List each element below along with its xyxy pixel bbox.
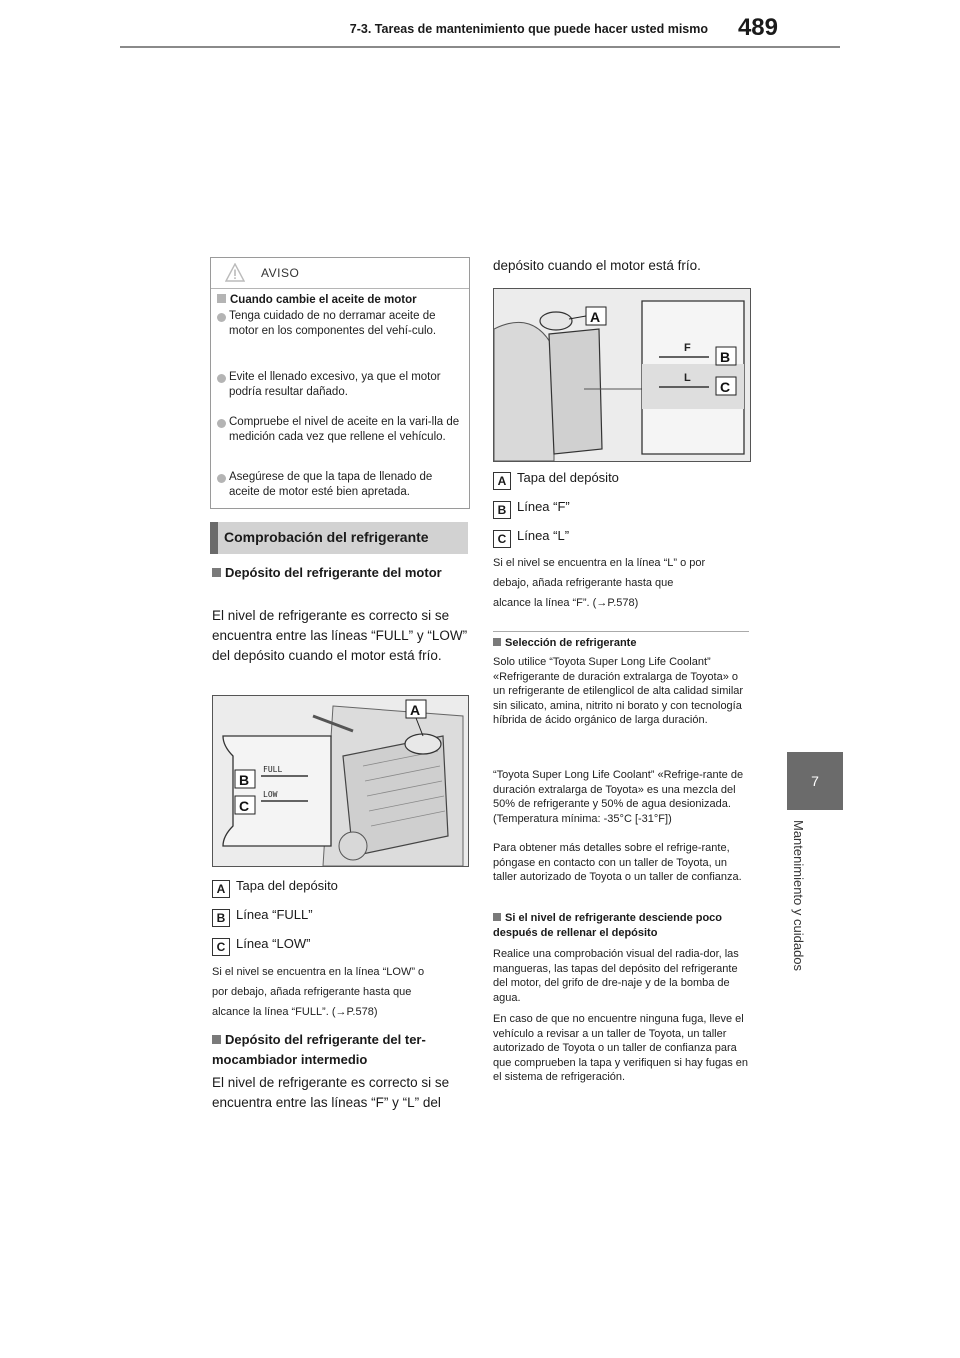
bullet-icon (217, 419, 226, 428)
engine-reservoir-note: Si el nivel se encuentra en la línea “LOW” o por debajo, añada refrigerante hasta que alcance la línea “FULL”. (→P.578) (212, 966, 425, 1018)
inverter-reservoir-text-part1: El nivel de refrigerante es correcto si se encuentra entre las líneas “F” y “L” del (212, 1075, 450, 1110)
warning-header (211, 258, 469, 289)
coolant-selection-p2: “Toyota Super Long Life Coolant” «Refrige-rante de duración extralarga de Toyota» es una mezcla del 50% de refrigerante y 50% de agua desionizada. (Temperatura mínima: -35°C [-31°F]) (493, 769, 744, 825)
callout-c: C (239, 798, 250, 814)
inverter-reservoir-heading: Depósito del refrigerante del ter-mocambiador intermedio (212, 1032, 426, 1067)
inverter-reservoir-figure (493, 288, 751, 462)
section-stripe (210, 522, 218, 554)
callout-b: B (239, 772, 250, 788)
full-mark-label: FULL (263, 765, 283, 774)
engine-reservoir-text: El nivel de refrigerante es correcto si se encuentra entre las líneas “FULL” y “LOW” del depósito cuando el motor está frío. (212, 608, 468, 663)
bullet-icon (217, 474, 226, 483)
inverter-reservoir-note: Si el nivel se encuentra en la línea “L” o por debajo, añada refrigerante hasta que alcance la línea “F”. (→P.578) (493, 557, 706, 609)
inverter-reservoir-legend (493, 468, 749, 546)
square-bullet-icon (493, 913, 501, 921)
page-number: 489 (737, 14, 778, 41)
callout-c: C (720, 379, 731, 395)
section-heading-bar (210, 522, 468, 554)
square-bullet-icon (212, 568, 221, 577)
legend-item: B Línea “FULL” (212, 905, 468, 925)
warning-item: Compruebe el nivel de aceite en la vari-lla de medición cada vez que rellene el vehículo. (229, 416, 460, 443)
legend-item: B Línea “F” (493, 497, 749, 517)
chapter-title: Mantenimiento y cuidados (791, 820, 806, 972)
l-mark-label: L (684, 372, 691, 384)
chapter-side-title (776, 820, 816, 1000)
chapter-tab: 7 (787, 752, 843, 810)
coolant-selection-heading: Selección de refrigerante (493, 636, 751, 651)
level-drop-heading: Si el nivel de refrigerante desciende poco después de rellenar el depósito (493, 912, 723, 939)
callout-a: A (410, 702, 421, 718)
inverter-reservoir-illustration (494, 289, 750, 461)
callout-a: A (590, 309, 601, 325)
warning-triangle-icon (225, 263, 245, 283)
engine-reservoir-figure (212, 695, 469, 867)
square-bullet-icon (217, 294, 226, 303)
square-bullet-icon (212, 1035, 221, 1044)
section-heading: Comprobación del refrigerante (224, 529, 429, 545)
warning-item: Evite el llenado excesivo, ya que el motor podría resultar dañado. (229, 371, 441, 398)
inverter-reservoir-text-part2: depósito cuando el motor está frío. (493, 258, 701, 273)
engine-reservoir-illustration (213, 696, 468, 866)
legend-item: C Línea “LOW” (212, 934, 468, 954)
legend-item: A Tapa del depósito (493, 468, 749, 488)
warning-label: AVISO (261, 266, 300, 280)
section-title: 7-3. Tareas de mantenimiento que puede hacer usted mismo (349, 22, 708, 36)
level-drop-p1: Realice una comprobación visual del radia-dor, las mangueras, las tapas del depósito del refrigerante del motor, del grifo de dre-naje y de la bomba de agua. (493, 948, 739, 1004)
divider (493, 631, 749, 632)
warning-item: Asegúrese de que la tapa de llenado de aceite de motor esté bien apretada. (229, 471, 433, 498)
warning-box (210, 257, 470, 509)
warning-item: Tenga cuidado de no derramar aceite de motor en los componentes del vehí-culo. (229, 310, 437, 337)
bullet-icon (217, 374, 226, 383)
callout-b: B (720, 349, 731, 365)
legend-item: A Tapa del depósito (212, 876, 468, 896)
engine-reservoir-legend (212, 876, 468, 954)
level-drop-p2: En caso de que no encuentre ninguna fuga, lleve el vehículo a revisar a un taller de Toyota, un taller autorizado de Toyota o un taller de confianza para que comprueben la tapa y verifiquen si hay fugas en el sistema de refrigeración. (493, 1013, 748, 1083)
square-bullet-icon (493, 638, 501, 646)
coolant-selection-p1: Solo utilice “Toyota Super Long Life Coolant” «Refrigerante de duración extralarga de Toyota» o un refrigerante de etilenglicol de alta calidad similar sin silicato, amina, nitrito ni borato y con tecnología híbrida de ácido orgánico de larga duración. (493, 656, 744, 726)
warning-subtitle: Cuando cambie el aceite de motor (217, 294, 417, 306)
coolant-selection-p3: Para obtener más detalles sobre el refrige-rante, póngase en contacto con un taller de Toyota, un taller autorizado de Toyota o un taller de confianza. (493, 842, 742, 883)
low-mark-label: LOW (263, 790, 278, 799)
engine-reservoir-heading: Depósito del refrigerante del motor (212, 563, 468, 583)
f-mark-label: F (684, 342, 691, 354)
header-rule (120, 46, 840, 48)
legend-item: C Línea “L” (493, 526, 749, 546)
bullet-icon (217, 313, 226, 322)
